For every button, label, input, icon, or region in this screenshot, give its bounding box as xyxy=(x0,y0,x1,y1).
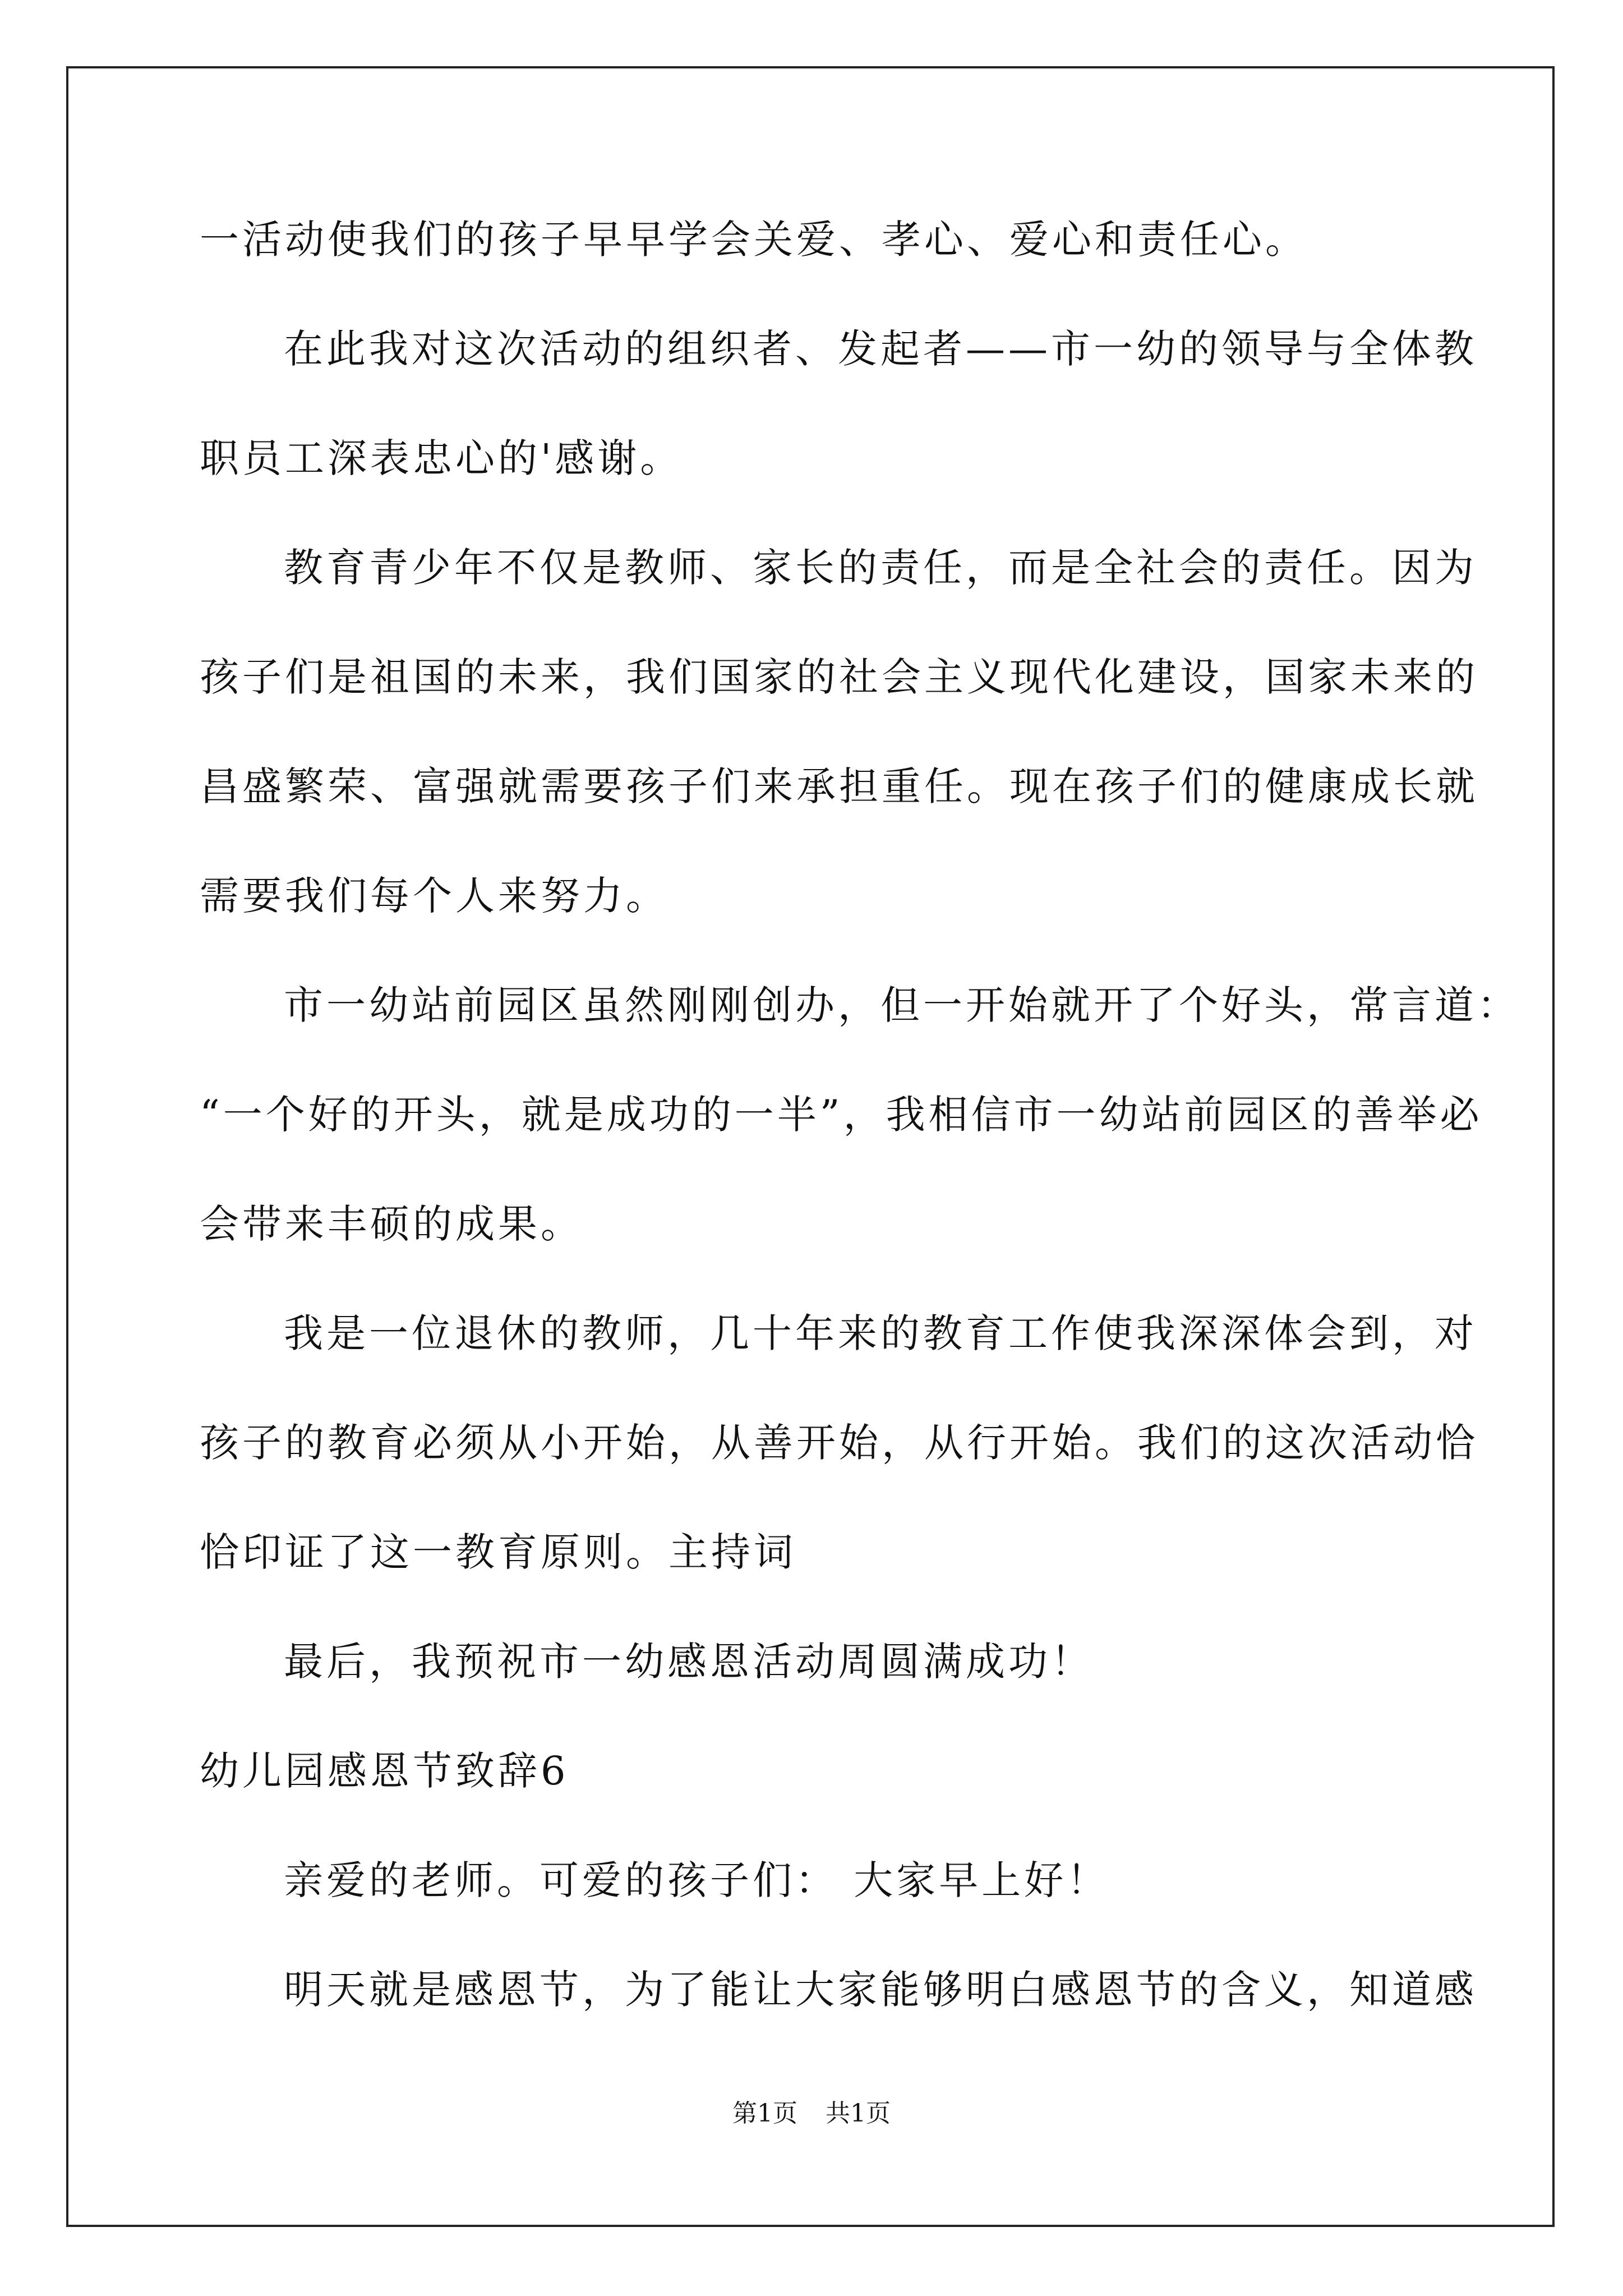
page-footer xyxy=(0,2097,1623,2131)
text-line: 恰印证了这一教育原则。主持词 xyxy=(200,1529,796,1575)
text-line: 职员工深表忠心的'感谢。 xyxy=(200,435,683,481)
salutation: 亲爱的老师。可爱的孩子们： 大家早上好！ xyxy=(284,1857,1110,1903)
text-line: 昌盛繁荣、富强就需要孩子们来承担重任。现在孩子们的健康成长就 xyxy=(200,763,1478,809)
text-line: “一个好的开头，就是成功的一半”，我相信市一幼站前园区的善举必 xyxy=(200,1092,1483,1138)
paragraph-start: 在此我对这次活动的组织者、发起者——市一幼的领导与全体教 xyxy=(284,326,1477,372)
page-total: 共1页 xyxy=(826,2099,891,2128)
page-number: 第1页 xyxy=(732,2099,797,2128)
text-line: 会带来丰硕的成果。 xyxy=(200,1201,583,1247)
text-line: 需要我们每个人来努力。 xyxy=(200,873,668,919)
paragraph-start: 最后，我预祝市一幼感恩活动周圆满成功！ xyxy=(284,1639,1094,1685)
paragraph-start: 市一幼站前园区虽然刚刚创办，但一开始就开了个好头，常言道： xyxy=(284,982,1520,1028)
text-line: 孩子们是祖国的未来，我们国家的社会主义现代化建设，国家未来的 xyxy=(200,654,1478,700)
text-line: 孩子的教育必须从小开始，从善开始，从行开始。我们的这次活动恰 xyxy=(200,1420,1478,1466)
paragraph-start: 我是一位退休的教师，几十年来的教育工作使我深深体会到，对 xyxy=(284,1310,1477,1356)
paragraph-start: 明天就是感恩节，为了能让大家能够明白感恩节的含义，知道感 xyxy=(284,1967,1477,2013)
section-heading: 幼儿园感恩节致辞6 xyxy=(200,1748,569,1794)
paragraph-start: 教育青少年不仅是教师、家长的责任，而是全社会的责任。因为 xyxy=(284,545,1477,591)
text-line: 一活动使我们的孩子早早学会关爱、孝心、爱心和责任心。 xyxy=(200,217,1308,263)
